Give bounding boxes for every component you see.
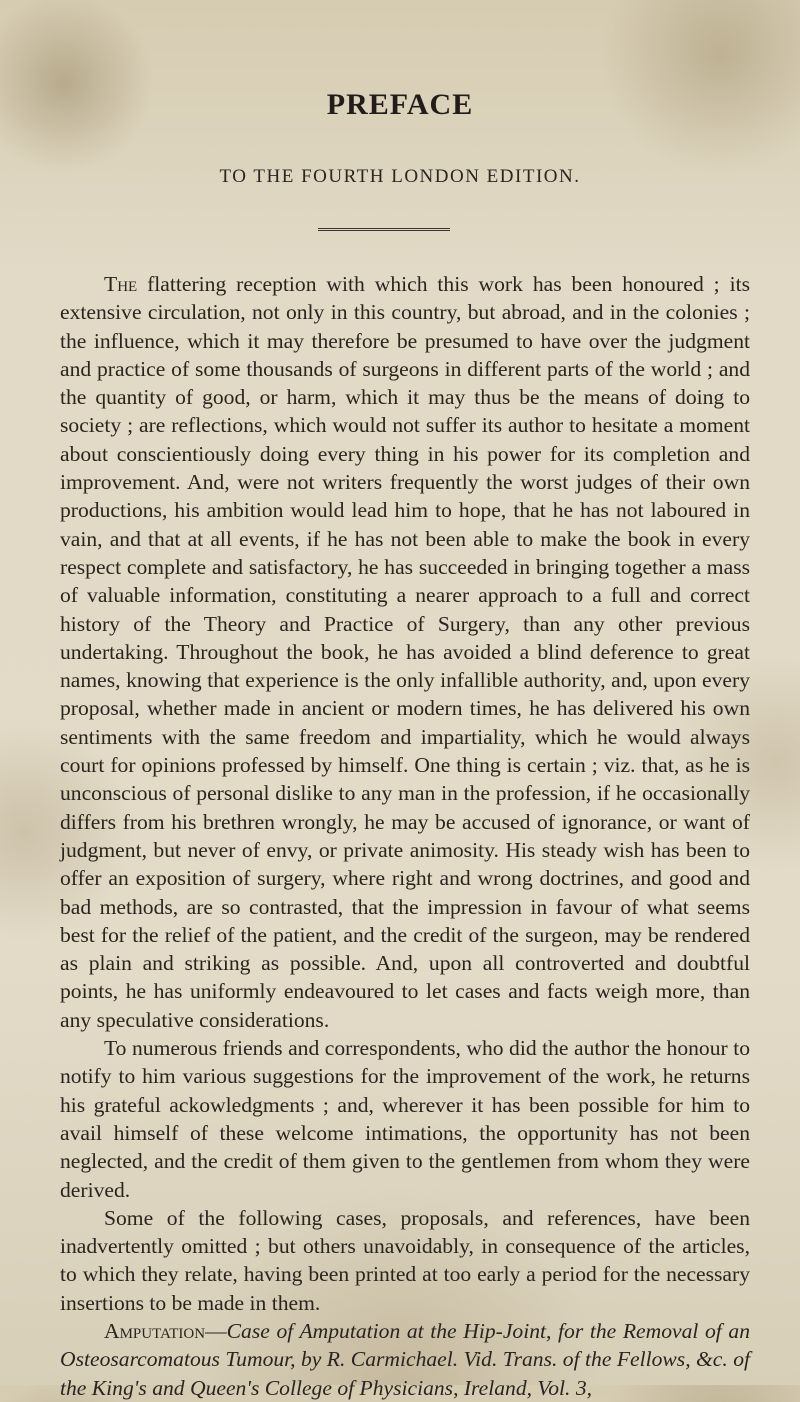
- case-title: Amputation: [104, 1318, 206, 1343]
- paragraph-4: [60, 1317, 750, 1402]
- case-reference: Case of Amputation at the Hip-Joint, for the Removal of an Osteosarcomatous Tumour, by R. Carmichael. Vid. Trans. of the Fellows, &c. of the King's and Queen's College of Physicians, Ireland, Vol. 3,: [60, 1318, 750, 1400]
- body-text: [60, 270, 750, 1402]
- paragraph-3: Some of the following cases, proposals, and references, have been inadvertently omitted ; but others unavoidably, in consequence of the articles, to which they relate, having been printed at too early a period for the necessary insertions to be made in them.: [60, 1205, 750, 1315]
- paragraph-2: To numerous friends and correspondents, who did the author the honour to notify to him various suggestions for the improvement of the work, he returns his grateful ackowledgments ; and, wherever it has been possible for him to avail himself of these welcome intimations, the opportunity has not been neglected, and the credit of them given to the gentlemen from whom they were derived.: [60, 1036, 750, 1202]
- title-divider: [318, 228, 450, 231]
- paragraph-lead-word: The: [104, 272, 138, 296]
- page-title: PREFACE: [326, 88, 474, 121]
- case-dash: —: [205, 1318, 227, 1343]
- paragraph-1: [60, 270, 750, 1034]
- page-subtitle: TO THE FOURTH LONDON EDITION.: [219, 166, 581, 187]
- paragraph-text: flattering reception with which this work has been honoured ; its extensive circulation, not only in this country, but abroad, and in the colonies ; the influence, which it may therefore be presumed to have over the judgment and practice of some thousands of surgeons in different parts of the world ; and the quantity of good, or harm, which it may thus be the means of doing to society ; are reflections, which would not suffer its author to hesitate a moment about conscientiously doing every thing in his power for its completion and improvement. And, were not writers frequently the worst judges of their own productions, his ambition would lead him to hope, that he has not laboured in vain, and that at all events, if he has not been able to make the book in every respect complete and satisfactory, he has succeeded in bringing together a mass of valuable information, constituting a nearer approach to a full and correct history of the Theory and Practice of Surgery, than any other previous undertaking. Throughout the book, he has avoided a blind deference to great names, knowing that experience is the only infallible authority, and, upon every proposal, whether made in ancient or modern times, he has delivered his own sentiments with the same freedom and impartiality, which he would always court for opinions professed by himself. One thing is certain ; viz. that, as he is unconscious of personal dislike to any man in the profession, if he occasionally differs from his brethren wrongly, he may be accused of ignorance, or want of judgment, but never of envy, or private animosity. His steady wish has been to offer an exposition of surgery, where right and wrong doctrines, and good and bad methods, are so contrasted, that the impression in favour of what seems best for the relief of the patient, and the credit of the surgeon, may be rendered as plain and striking as possible. And, upon all controverted and doubtful points, he has uniformly endeavoured to let cases and facts weigh more, than any speculative considerations.: [60, 272, 750, 1032]
